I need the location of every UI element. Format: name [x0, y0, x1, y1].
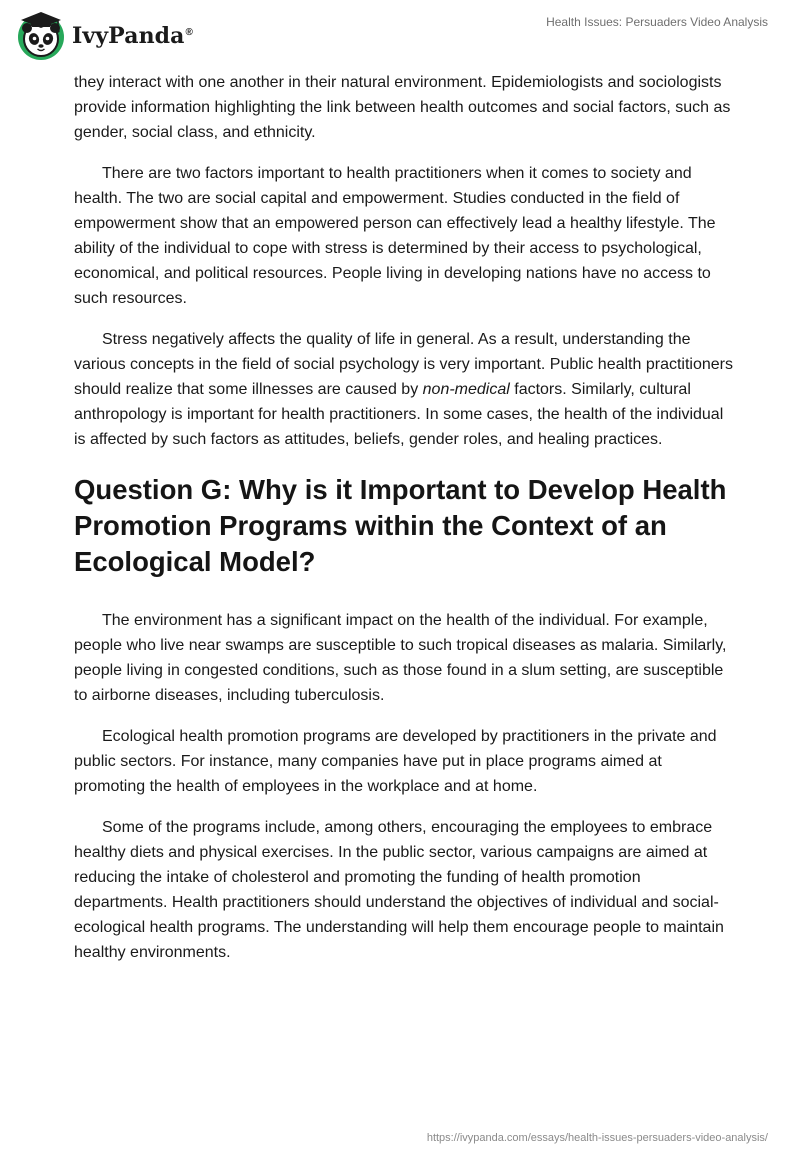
paragraph-4: The environment has a significant impact on the health of the individual. For example, people who live near swamps are susceptible to such tropical diseases as malaria. Similarly, people living in congested conditions, such as those found in a slum setting, are susceptible to airborne diseases, including tuberculosis.: [74, 612, 727, 704]
paragraph-3-text-end: factors. Similarly, cultural anthropology is important for health practitioners. In some cases, the health of the individual is affected by such factors as attitudes, beliefs, gender roles, and healing practices.: [74, 381, 724, 448]
article-body: [74, 70, 734, 981]
paragraph-1: they interact with one another in their natural environment. Epidemiologists and sociologists provide information highlighting the link between health outcomes and social factors, such as gender, social class, and ethnicity.: [74, 74, 731, 141]
paragraph-3: [74, 327, 734, 452]
ivypanda-logo[interactable]: [14, 8, 193, 62]
paragraph-2: There are two factors important to health practitioners when it comes to society and health. The two are social capital and empowerment. Studies conducted in the field of empowerment show that an empowered person can effectively lead a healthy lifestyle. The ability of the individual to cope with stress is determined by their access to psychological, economical, and political resources. People living in developing nations have no access to such resources.: [74, 165, 716, 307]
paragraph-3-text-start: Stress negatively affects the quality of life in general. As a result, understanding the various concepts in the field of social psychology is very important. Public health practitioners should realize that some illnesses are caused by: [74, 331, 733, 398]
emphasis-non-medical: non-medical: [422, 381, 510, 398]
page-header: [0, 0, 800, 70]
registered-mark: ®: [185, 26, 193, 38]
paragraph-5: Ecological health promotion programs are developed by practitioners in the private and public sectors. For instance, many companies have put in place programs aimed at promoting the health of employees in the workplace and at home.: [74, 728, 717, 795]
source-url[interactable]: https://ivypanda.com/essays/health-issues-persuaders-video-analysis/: [426, 1132, 768, 1144]
paragraph-6: Some of the programs include, among others, encouraging the employees to embrace healthy diets and physical exercises. In the public sector, various campaigns are aimed at reducing the intake of cholesterol and promoting the funding of health promotion departments. Health practitioners should understand the objectives of individual and social-ecological health programs. The understanding will help them encourage people to maintain healthy environments.: [74, 819, 724, 961]
panda-graduate-icon: [14, 8, 68, 62]
section-heading-question-g: Question G: Why is it Important to Develop Health Promotion Programs within the Context of an Ecological Model?: [74, 474, 727, 577]
brand-name: IvyPanda®: [72, 23, 193, 49]
document-title: Health Issues: Persuaders Video Analysis: [546, 15, 768, 29]
